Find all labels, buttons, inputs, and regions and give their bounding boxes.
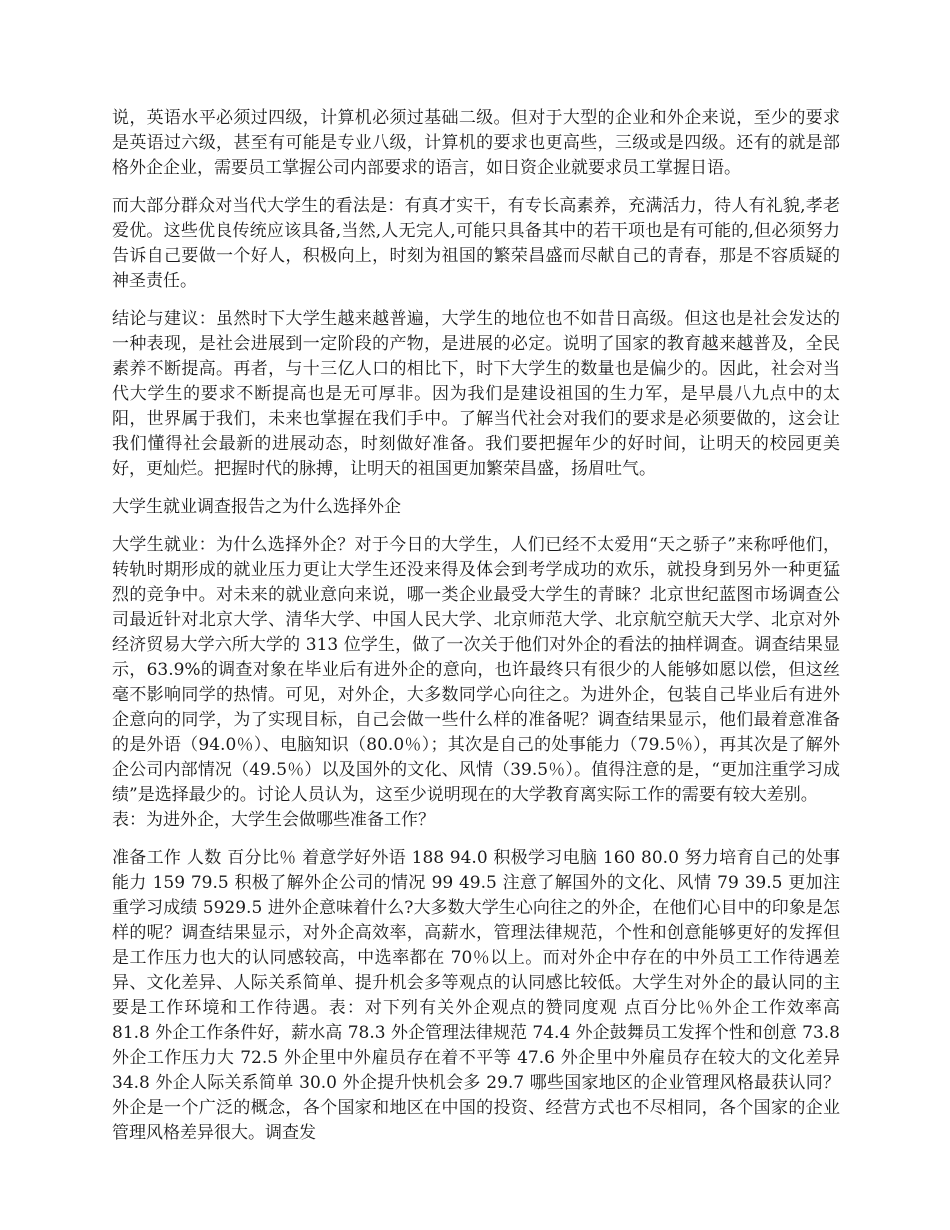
paragraph-conclusion: 结论与建议：虽然时下大学生越来越普遍，大学生的地位也不如昔日高级。但这也是社会发达的一种表现，是社会进展到一定阶段的产物，是进展的必定。说明了国家的教育越来越普及，全民素养不断提高。再者，与十三亿人口的相比下，时下大学生的数量也是偏少的。因此，社会对当代大学生的要求不断提高也是无可厚非。因为我们是建设祖国的生力军，是早晨八九点中的太阳，世界属于我们，未来也掌握在我们手中。了解当代社会对我们的要求是必须要做的，这会让我们懂得社会最新的进展动态，时刻做好准备。我们要把握年少的好时间，让明天的校园更美好，更灿烂。把握时代的脉搏，让明天的祖国更加繁荣昌盛，扬眉吐气。 bbox=[112, 309, 840, 479]
section-heading: 大学生就业调查报告之为什么选择外企 bbox=[112, 497, 401, 517]
paragraph-survey-tables: 准备工作 人数 百分比％ 着意学好外语 188 94.0 积极学习电脑 160 80.0 努力培育自己的处事能力 159 79.5 积极了解外企公司的情况 99 49.5 注意了解国外的文化、风情 79 39.5 更加注重学习成绩 5929.5 进外企意味着什么?大多数大学生心向往之的外企，在他们心目中的印象是怎样的呢？调查结果显示，对外企高效率，高薪水，管理法律规范，个性和创意能够更好的发挥但是工作压力也大的认同感较高，中选率都在 70％以上。而对外企中存在的中外员工工作待遇差异、文化差异、人际关系简单、提升机会多等观点的认同感比较低。大学生对外企的最认同的主要是工作环境和工作待遇。表：对下列有关外企观点的赞同度观 点百分比％外企工作效率高 81.8 外企工作条件好，薪水高 78.3 外企管理法律规范 74.4 外企鼓舞员工发挥个性和创意 73.8 外企工作压力大 72.5 外企里中外雇员存在着不平等 47.6 外企里中外雇员存在较大的文化差异 34.8 外企人际关系简单 30.0 外企提升快机会多 29.7 哪些国家地区的企业管理风格最获认同？外企是一个广泛的概念，各个国家和地区在中国的投资、经营方式也不尽相同，各个国家的企业管理风格差异很大。调查发 bbox=[112, 848, 840, 1143]
paragraph-english-computer-requirements: 说，英语水平必须过四级，计算机必须过基础二级。但对于大型的企业和外企来说，至少的要求是英语过六级，甚至有可能是专业八级，计算机的要求也更高些，三级或是四级。还有的就是部格外企企业，需要员工掌握公司内部要求的语言，如日资企业就要求员工掌握日语。 bbox=[112, 108, 840, 178]
paragraph-public-opinion: 而大部分群众对当代大学生的看法是：有真才实干，有专长高素养，充满活力，待人有礼貌,孝老爱优。这些优良传统应该具备,当然,人无完人,可能只具备其中的若干项也是有可能的,但必须努力告诉自己要做一个好人，积极向上，时刻为祖国的繁荣昌盛而尽献自己的青春，那是不容质疑的神圣责任。 bbox=[112, 196, 840, 291]
paragraph-why-foreign-enterprise: 大学生就业：为什么选择外企？对于今日的大学生，人们已经不太爱用“天之骄子”来称呼他们，转轨时期形成的就业压力更让大学生还没来得及体会到考学成功的欢乐，就投身到另外一种更猛烈的竞争中。对未来的就业意向来说，哪一类企业最受大学生的青睐？北京世纪蓝图市场调查公司最近针对北京大学、清华大学、中国人民大学、北京师范大学、北京航空航天大学、北京对外经济贸易大学六所大学的 313 位学生，做了一次关于他们对外企的看法的抽样调查。调查结果显示，63.9%的调查对象在毕业后有进外企的意向，也许最终只有很少的人能够如愿以偿，但这丝毫不影响同学的热情。可见，对外企，大多数同学心向往之。为进外企，包装自己毕业后有进外企意向的同学，为了实现目标，自己会做一些什么样的准备呢？调查结果显示，他们最着意准备的是外语（94.0％）、电脑知识（80.0％）；其次是自己的处事能力（79.5％），再其次是了解外企公司内部情况（49.5％）以及国外的文化、风情（39.5％）。值得注意的是，“更加注重学习成绩”是选择最少的。讨论人员认为，这至少说明现在的大学教育离实际工作的需要有较大差别。 表：为进外企，大学生会做哪些准备工作？ bbox=[112, 535, 840, 830]
document-body bbox=[112, 106, 840, 1159]
